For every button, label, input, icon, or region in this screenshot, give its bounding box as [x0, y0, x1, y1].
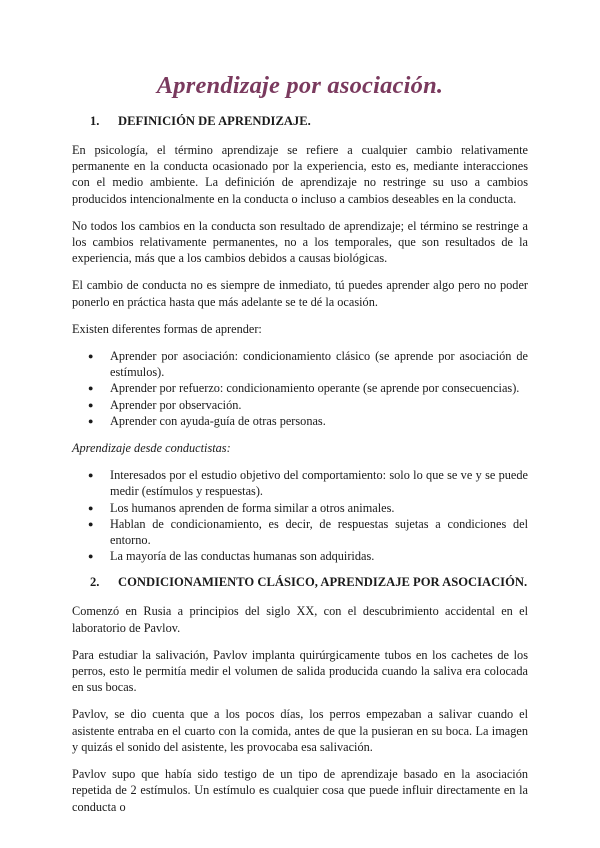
list-item: ● La mayoría de las conductas humanas son adquiridas. — [88, 549, 375, 564]
bullet-icon: ● — [88, 415, 94, 426]
bullet-icon: ● — [88, 502, 94, 513]
paragraph: No todos los cambios en la conducta son resultado de aprendizaje; el término se restringe a los cambios relativamente permanentes, no a los temporales, que son resultados de la experiencia, más que a los cambios debidos a causas biológicas. — [72, 218, 528, 266]
bullet-icon: ● — [88, 383, 94, 394]
list-item: ● Aprender con ayuda-guía de otras personas. — [88, 413, 326, 428]
conductistas-list — [72, 467, 528, 564]
forms-of-learning-list — [72, 348, 528, 429]
bullet-icon: ● — [88, 351, 94, 362]
paragraph: En psicología, el término aprendizaje se refiere a cualquier cambio relativamente permanente en la conducta ocasionado por la experiencia, esto es, mediante interacciones con el medio ambiente. La definición de aprendizaje no restringe su uso a cambios producidos intencionalmente en la conducta o incluso a cambios deseables en la conducta. — [72, 143, 528, 206]
list-item: ● Aprender por observación. — [88, 397, 242, 412]
bullet-icon: ● — [88, 551, 94, 562]
section-heading-text: CONDICIONAMIENTO CLÁSICO, APRENDIZAJE POR ASOCIACIÓN. — [118, 575, 528, 590]
bullet-icon: ● — [88, 470, 94, 481]
paragraph: Pavlov, se dio cuenta que a los pocos días, los perros empezaban a salivar cuando el asistente entraba en el cuarto con la comida, antes de que la pusieran en su boca. La imagen y quizás el sonido del asistente, les provocaba esa salivación. — [72, 707, 528, 754]
list-item: ● Interesados por el estudio objetivo del comportamiento: solo lo que se ve y se puede medir (estímulos y respuestas). — [88, 468, 528, 499]
section-heading-text: DEFINICIÓN DE APRENDIZAJE. — [118, 114, 311, 128]
document-title: Aprendizaje por asociación. — [156, 72, 444, 99]
paragraph: Pavlov supo que había sido testigo de un tipo de aprendizaje basado en la asociación repetida de 2 estímulos. Un estímulo es cualquier cosa que puede influir directamente en la conducta o — [72, 767, 528, 814]
list-item: ● Aprender por refuerzo: condicionamiento operante (se aprende por consecuencias). — [88, 381, 520, 396]
section-number: 2. — [90, 575, 100, 590]
list-item: ● Aprender por asociación: condicionamiento clásico (se aprende por asociación de estímulos). — [88, 349, 528, 380]
bullet-icon: ● — [88, 518, 94, 529]
paragraph: Comenzó en Rusia a principios del siglo XX, con el descubrimiento accidental en el laboratorio de Pavlov. — [72, 604, 528, 635]
section-heading-definicion — [72, 114, 528, 129]
paragraph: Para estudiar la salivación, Pavlov implanta quirúrgicamente tubos en los cachetes de los perros, esto le permitía medir el volumen de salida producida cuando la saliva era colocada en sus bocas. — [72, 647, 528, 695]
section-number: 1. — [90, 114, 100, 128]
bullet-icon: ● — [88, 399, 94, 410]
paragraph: El cambio de conducta no es siempre de inmediato, tú puedes aprender algo pero no poder ponerlo en práctica hasta que más adelante se te dé la ocasión. — [72, 278, 528, 309]
list-item: ● Hablan de condicionamiento, es decir, de respuestas sujetas a condiciones del entorno. — [88, 516, 528, 548]
list-item: ● Los humanos aprenden de forma similar a otros animales. — [88, 500, 395, 515]
paragraph: Existen diferentes formas de aprender: — [72, 321, 262, 336]
conductistas-label: Aprendizaje desde conductistas: — [72, 441, 231, 456]
section-heading-condicionamiento — [72, 575, 528, 590]
